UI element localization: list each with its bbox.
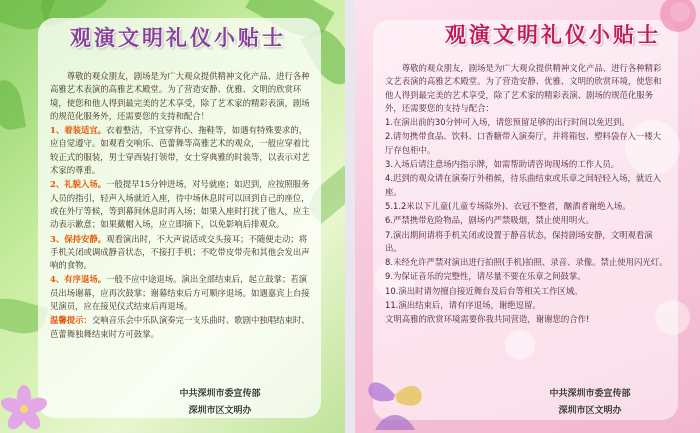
section-title: 1、着装适宜。 — [50, 125, 107, 136]
rule-item: 1.在演出前的30分钟可入场，请您预留足够的出行时间以免迟到。 — [385, 117, 630, 128]
butterfly-icon — [355, 350, 435, 433]
rule-item: 6.严禁携带危险物品，剧场内严禁吸烟，禁止使用明火。 — [385, 215, 594, 226]
left-title: 观演文明礼仪小贴士 — [70, 26, 286, 50]
flower-icon — [0, 385, 50, 433]
right-body — [385, 62, 668, 328]
section-text: 衣着整洁，不宜穿背心、拖鞋等，如遇有特殊要求的，应自觉遵守。如观看交响乐、芭蕾舞等高雅艺术的观众，一般应穿着比较正式的服装，男士穿西装打领带，女士穿典雅的时装等，以表示对艺术家的尊重。 — [50, 125, 310, 176]
left-section-1 — [50, 124, 312, 177]
left-section-4 — [50, 273, 312, 313]
right-intro: 尊敬的观众朋友，剧场是为广大观众提供精神文化产品、进行各种精彩文艺表演的高雅艺术殿堂。为了营造安静、优雅、文明的欣赏环境，使您和他人得到最完美的艺术享受，除了艺术家的精彩表演、剧场的规范化服务外，还需要您的支持与配合： — [385, 63, 662, 113]
rule-item: 10.演出时请勿擅自接近舞台及后台等相关工作区域。 — [385, 285, 583, 296]
right-title: 观演文明礼仪小贴士 — [445, 23, 661, 47]
section-text: 交响音乐会中乐队演奏完一支乐曲时、歌剧中独唱结束时、芭蕾舞独舞结束时方可鼓掌。 — [50, 315, 310, 339]
section-title: 温馨提示： — [50, 315, 92, 326]
rule-item: 5.1.2米以下儿童(儿童专场除外)、衣冠不整者，酗酒者谢绝入场。 — [385, 200, 631, 211]
closing-note: 文明高雅的欣赏环境需要你我共同营造，谢谢您的合作! — [385, 314, 590, 325]
right-poster — [355, 0, 700, 433]
rule-item: 4.迟到的观众请在演奏厅外稍候，待乐曲结束或乐章之间轻轻入场，就近入座。 — [385, 173, 661, 197]
footer-org-2: 深圳市区文明办 — [188, 406, 252, 416]
footer-org-1: 中共深圳市委宣传部 — [179, 389, 261, 399]
right-footer — [530, 386, 650, 420]
footer-org-2: 深圳市区文明办 — [558, 406, 622, 416]
rule-item: 11.演出结束后，请有序退场，谢绝逗留。 — [385, 300, 541, 311]
footer-org-1: 中共深圳市委宣传部 — [549, 389, 631, 399]
section-text: 观看演出时，不大声说话或交头接耳；不随便走动；将手机关闭或调成静音状态，不接打手机；不吃带皮带壳和其他会发出声响的食物。 — [50, 233, 310, 271]
rule-item: 8.未经允许严禁对演出进行拍照(手机)拍照、录音、录像。禁止使用闪光灯。 — [385, 257, 668, 268]
section-title: 4、有序退场。 — [50, 274, 107, 285]
left-footer — [160, 386, 280, 420]
rule-item: 2.请勿携带食品、饮料、口香糖带入演奏厅，并将箱包、塑料袋存入一楼大厅存包柜中。 — [385, 131, 661, 155]
left-section-3 — [50, 233, 312, 273]
left-body — [50, 70, 312, 342]
left-section-5 — [50, 314, 312, 341]
section-text: 一般不应中途退场。演出全部结束后，起立鼓掌；若演员出场谢幕，应再次鼓掌；谢幕结束后方可顺序退场。如遇嘉宾上台接见演员，应在接见仪式结束后再退场。 — [50, 274, 310, 312]
rule-item: 9.为保证音乐的完整性，请尽量不要在乐章之间鼓掌。 — [385, 271, 586, 282]
left-poster — [0, 0, 345, 433]
section-title: 2、礼貌入场。 — [50, 179, 107, 190]
section-text: 一般提早15分钟进场，对号就座；如迟到，应按照服务人员的指引，轻声入场就近入座，待中场休息时可以回到自己的座位，或在外厅等候，等到幕间休息时再入场；如果入座时打扰了他人，应主动表示歉意；如果戴帽入场，应立即摘下，以免影响后排观众。 — [50, 179, 310, 230]
section-title: 3、保持安静。 — [50, 233, 107, 244]
rule-item: 7.演出期间请将手机关闭或设置于静音状态，保持剧场安静，文明观看演出。 — [385, 229, 653, 253]
rule-item: 3.入场后请注意场内指示牌，如需帮助请咨询现场的工作人员。 — [385, 159, 620, 170]
left-intro: 尊敬的观众朋友，剧场是为广大观众提供精神文化产品、进行各种高雅艺术表演的高雅艺术殿堂。为了营造安静、优雅、文明的欣赏环境，使您和他人得到最完美的艺术享受，除了艺术家的精彩表演，剧场的规范化服务外，还需要您的支持和配合！ — [50, 71, 310, 121]
left-section-2 — [50, 178, 312, 231]
